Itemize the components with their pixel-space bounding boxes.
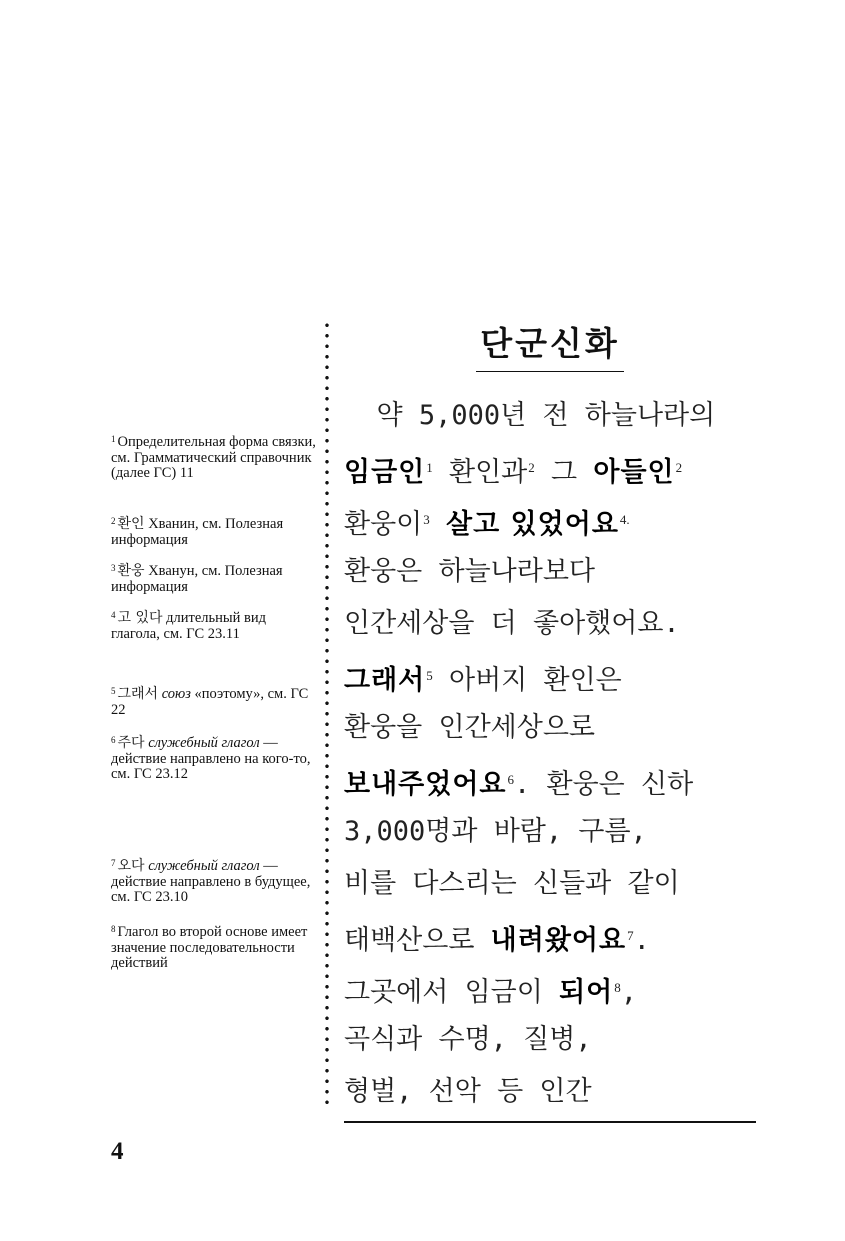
- footnote-2: [111, 514, 316, 548]
- story-line: [344, 910, 756, 962]
- footnote-text: Глагол во второй основе имеет значение последовательности действий: [111, 924, 308, 971]
- story-text-segment: 인간세상을 더 좋아했어요.: [344, 608, 680, 639]
- story-line: [344, 702, 756, 754]
- footnote-text: Хванин, см. Полезная информация: [111, 516, 284, 548]
- bold-term: 되어: [559, 977, 614, 1008]
- footnote-ref: 8: [614, 980, 621, 995]
- story-text-segment: 환웅은 하늘나라보다: [344, 556, 595, 587]
- story-text: [344, 390, 756, 1118]
- footnote-ref: 5: [426, 668, 433, 683]
- story-text-segment: 그곳에서 임금이: [344, 977, 560, 1008]
- story-text-segment: 약 5,000년 전 하늘나라의: [344, 400, 716, 431]
- footnote-text: Хванун, см. Полезная информация: [111, 563, 283, 595]
- footnote-italic-term: служебный глагол: [148, 735, 260, 751]
- footnote-number: 7: [111, 858, 116, 868]
- footnote-korean-term: 오다: [117, 858, 145, 874]
- footnote-text: Определительная форма связки, см. Грамматический справочник (далее ГС) 11: [111, 434, 316, 481]
- bold-term: 임금인: [344, 457, 426, 488]
- footnote-korean-term: 그래서: [117, 686, 159, 702]
- story-text-segment: 3,000명과 바람, 구름,: [344, 816, 647, 847]
- story-text-segment: 비를 다스리는 신들과 같이: [344, 868, 680, 899]
- footnote-ref: 1: [426, 460, 433, 475]
- footnote-korean-term: 고 있다: [117, 610, 163, 626]
- story-text-segment: [430, 509, 446, 540]
- footnote-4: [111, 608, 316, 642]
- story-line: [344, 546, 756, 598]
- bold-term: 아들인: [593, 457, 675, 488]
- bold-term: 살고 있었어요: [446, 509, 619, 540]
- story-line: [344, 1066, 756, 1118]
- footnote-number: 6: [111, 735, 116, 745]
- story-text-segment: . 환웅은 신하: [514, 769, 694, 800]
- footnote-italic-term: служебный глагол: [148, 858, 260, 874]
- footnote-ref: 4.: [619, 512, 630, 527]
- story-line: [344, 806, 756, 858]
- footnote-number: 5: [111, 686, 116, 696]
- footnote-number: 3: [111, 563, 116, 573]
- footnote-5: [111, 684, 316, 718]
- footnote-ref: 7: [627, 928, 634, 943]
- story-text-segment: 환웅이: [344, 509, 423, 540]
- footnote-6: [111, 733, 316, 783]
- story-line: [344, 598, 756, 650]
- story-text-segment: 환웅을 인간세상으로: [344, 712, 595, 743]
- story-line: [344, 442, 756, 494]
- bold-term: 그래서: [344, 665, 426, 696]
- story-line: [344, 494, 756, 546]
- footnote-korean-term: 환웅: [117, 563, 145, 579]
- footnote-text: «поэтому», см. ГС 22: [111, 686, 309, 718]
- story-line: [344, 754, 756, 806]
- footnote-3: [111, 561, 316, 595]
- footnote-text: — действие направлено в будущее, см. ГС 23.10: [111, 858, 311, 905]
- story-title: 단군신화: [476, 318, 624, 372]
- story-line: [344, 962, 756, 1014]
- footnote-8: [111, 922, 316, 972]
- story-text-segment: 형벌, 선악 등 인간: [344, 1076, 592, 1107]
- dotted-divider: [324, 320, 330, 1110]
- footnote-text: длительный вид глагола, см. ГС 23.11: [111, 610, 267, 642]
- story-text-segment: .: [633, 925, 650, 956]
- story-text-segment: 아버지 환인은: [432, 665, 622, 696]
- story-text-segment: 환인과: [432, 457, 528, 488]
- story-line: [344, 390, 756, 442]
- story-text-segment: 태백산으로: [344, 925, 491, 956]
- story-text-segment: ,: [620, 977, 638, 1008]
- footnote-number: 1: [111, 434, 116, 444]
- footnote-ref: 2: [528, 460, 535, 475]
- footnote-text: — действие направлено на кого-то, см. ГС 23.12: [111, 735, 311, 782]
- bold-term: 내려왔어요: [490, 925, 627, 956]
- footnote-ref: 3: [423, 512, 430, 527]
- footnote-1: [111, 432, 316, 482]
- story-line: [344, 650, 756, 702]
- footnote-ref: 2: [675, 460, 683, 475]
- story-line: [344, 1014, 756, 1066]
- footnote-number: 8: [111, 924, 116, 934]
- bold-term: 보내주었어요: [344, 769, 507, 800]
- footnote-italic-term: союз: [161, 686, 191, 702]
- footnote-ref: 6: [507, 772, 514, 787]
- footnote-number: 2: [111, 516, 116, 526]
- bottom-rule: [344, 1121, 756, 1123]
- story-text-segment: 그: [534, 457, 594, 488]
- page-number: 4: [111, 1138, 124, 1165]
- footnote-number: 4: [111, 610, 116, 620]
- footnote-korean-term: 주다: [117, 735, 145, 751]
- story-text-segment: 곡식과 수명, 질병,: [344, 1024, 592, 1055]
- story-line: [344, 858, 756, 910]
- footnote-korean-term: 환인: [117, 516, 145, 532]
- footnote-7: [111, 856, 316, 906]
